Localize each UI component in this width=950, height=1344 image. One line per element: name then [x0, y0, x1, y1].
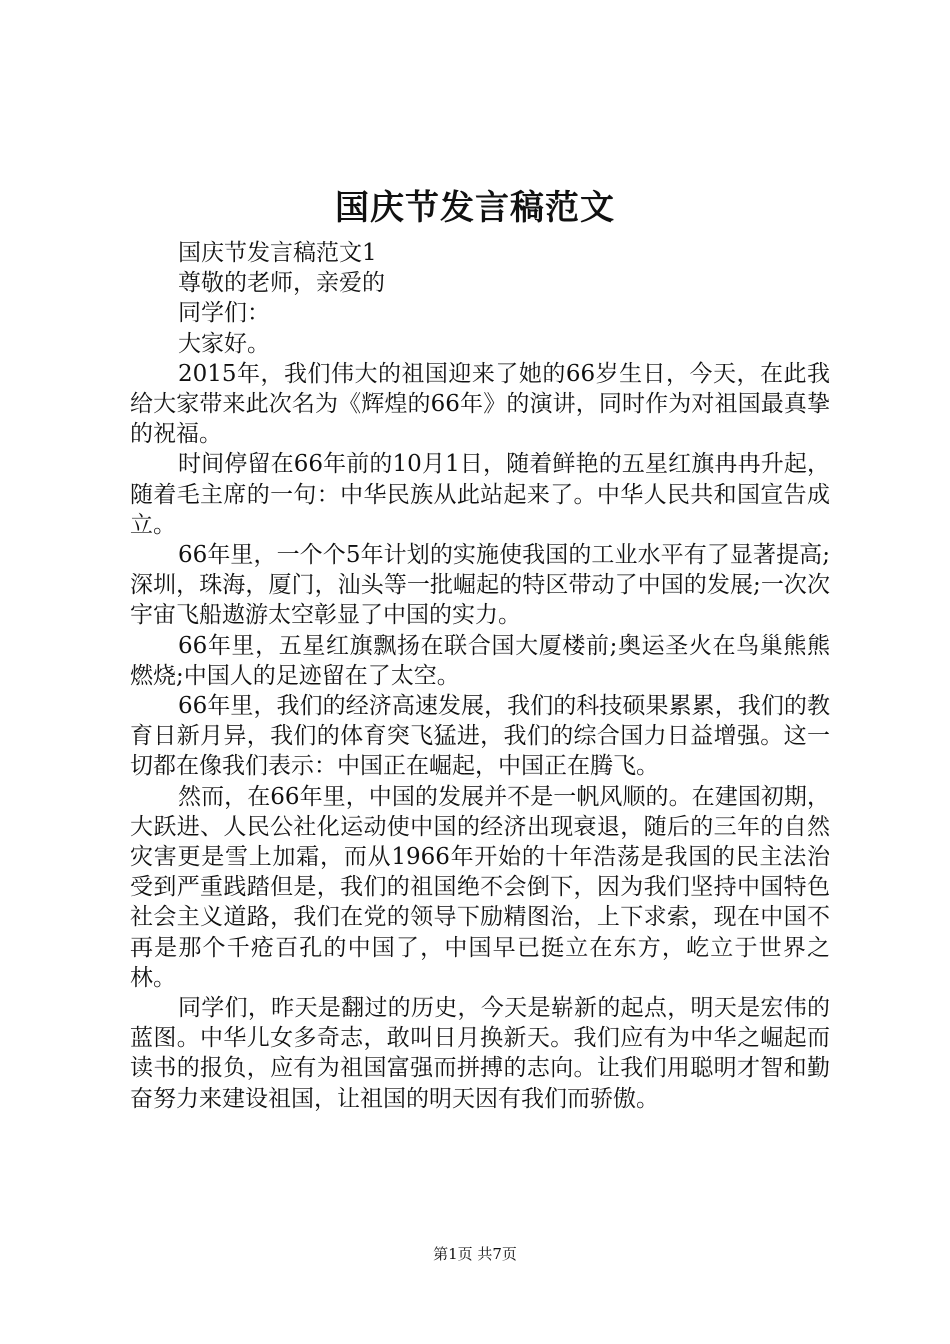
paragraph: 66年里，五星红旗飘扬在联合国大厦楼前;奥运圣火在鸟巢熊熊燃烧;中国人的足迹留在了太空。	[130, 632, 830, 689]
page-number-footer: 第1页 共7页	[433, 1245, 517, 1263]
paragraph: 大家好。	[178, 330, 270, 357]
paragraph: 同学们：	[178, 300, 270, 327]
paragraph: 66年里，我们的经济高速发展，我们的科技硕果累累，我们的教育日新月异，我们的体育突飞猛进，我们的综合国力日益增强。这一切都在像我们表示：中国正在崛起，中国正在腾飞。	[130, 693, 830, 780]
paragraph: 尊敬的老师，亲爱的	[178, 270, 385, 297]
paragraph: 然而，在66年里，中国的发展并不是一帆风顺的。在建国初期，大跃进、人民公社化运动使中国的经济出现衰退，随后的三年的自然灾害更是雪上加霜，而从1966年开始的十年浩荡是我国的民主法治受到严重践踏但是，我们的祖国绝不会倒下，因为我们坚持中国特色社会主义道路，我们在党的领导下励精图治，上下求索，现在中国不再是那个千疮百孔的中国了，中国早已挺立在东方，屹立于世界之林。	[130, 783, 830, 991]
paragraph: 2015年，我们伟大的祖国迎来了她的66岁生日，今天，在此我给大家带来此次名为《辉煌的66年》的演讲，同时作为对祖国最真挚的祝福。	[130, 360, 830, 448]
paragraph: 国庆节发言稿范文1	[178, 240, 377, 266]
paragraph: 时间停留在66年前的10月1日，随着鲜艳的五星红旗冉冉升起，随着毛主席的一句：中华民族从此站起来了。中华人民共和国宣告成立。	[130, 451, 830, 538]
document-title: 国庆节发言稿范文	[335, 188, 615, 228]
paragraph: 同学们，昨天是翻过的历史，今天是崭新的起点，明天是宏伟的蓝图。中华儿女多奇志，敢叫日月换新天。我们应有为中华之崛起而读书的报负，应有为祖国富强而拼搏的志向。让我们用聪明才智和勤奋努力来建设祖国，让祖国的明天因有我们而骄傲。	[130, 995, 830, 1112]
document-body	[130, 238, 830, 1114]
paragraph: 66年里，一个个5年计划的实施使我国的工业水平有了显著提高;深圳，珠海，厦门，汕头等一批崛起的特区带动了中国的发展;一次次宇宙飞船遨游太空彰显了中国的实力。	[130, 542, 830, 629]
